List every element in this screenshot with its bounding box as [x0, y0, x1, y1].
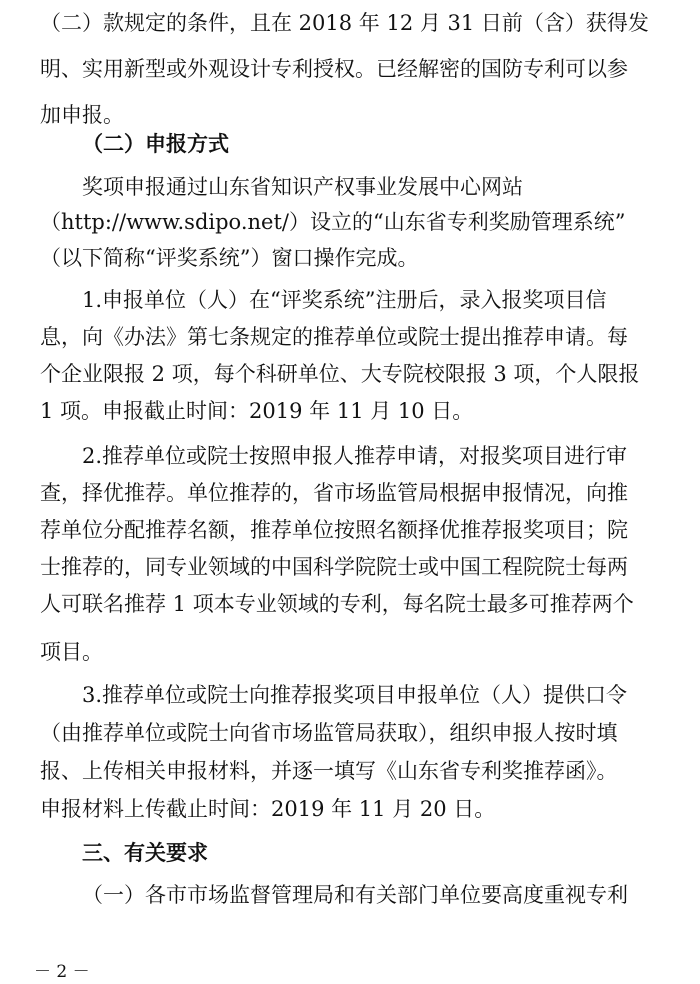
page-number: － 2 － — [34, 962, 90, 982]
document-page: （二）款规定的条件，且在 2018 年 12 月 31 日前（含）获得发 明、实用新型或外观设计专利授权。已经解密的国防专利可以参 加申报。 （二）申报方式 奖项申报通过山东省知识产权事业发展中心网站 （http://www.sdipo.net/）设立的“山东省专利奖励管理系统” （以下简称“评奖系统”）窗口操作完成。 1.申报单位（人）在“评奖系统”注册后，录入报奖项目信 息，向《办法》第七条规定的推荐单位或院士提出推荐申请。每 个企业限报 2 项，每个科研单位、大专院校限报 3 项，个人限报 1 项。申报截止时间：2019 年 11 月 10 日。 2.推荐单位或院士按照申报人推荐申请，对报奖项目进行审 查，择优推荐。单位推荐的，省市场监管局根据申报情况，向推 荐单位分配推荐名额，推荐单位按照名额择优推荐报奖项目；院 士推荐的，同专业领域的中国科学院院士或中国工程院院士每两 人可联名推荐 1 项本专业领域的专利，每名院士最多可推荐两个 项目。 3.推荐单位或院士向推荐报奖项目申报单位（人）提供口令 （由推荐单位或院士向省市场监管局获取），组织申报人按时填 报、上传相关申报材料，并逐一填写《山东省专利奖推荐函》。 申报材料上传截止时间：2019 年 11 月 20 日。 三、有关要求 （一）各市市场监督管理局和有关部门单位要高度重视专利 － 2 － — [34, 11, 649, 982]
